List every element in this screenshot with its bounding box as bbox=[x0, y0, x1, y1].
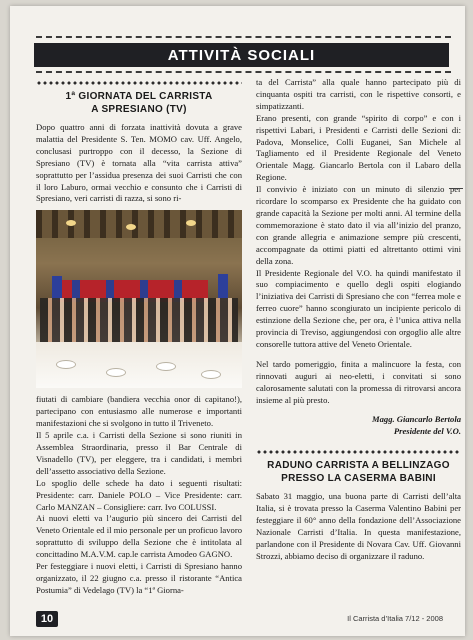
article1-paragraph: Erano presenti, con grande “spirito di corpo” e con i rispettivi Labari, i Presidenti e Carristi delle Sezioni di: Padova, Monselice, Colli Euganei, San Michele al Tagliamento ed il Presidente Regionale del Veneto Orientale Magg. Giancarlo Bertola con il Labaro della Regione. bbox=[256, 112, 461, 183]
signature-name: Magg. Giancarlo Bertola bbox=[371, 414, 461, 425]
header-dashed-rule bbox=[36, 71, 451, 73]
article1-paragraph: Ai nuovi eletti va l’augurio più sincero dei Carristi del Veneto Orientale ed il mio personale per un proficuo lavoro soprattutto di sviluppo della Sezione che è intitolata al concittadino M.A.V.M. cap.le carrista Amodeo GAGNO. bbox=[36, 513, 242, 560]
left-column bbox=[36, 77, 242, 597]
article1-paragraph: Per festeggiare i nuovi eletti, i Carristi di Spresiano hanno organizzato, il 22 giugno c.a. presso il ristorante “Antica Postumia” di Vedelago (TV) la “1ª Giorna- bbox=[36, 561, 242, 595]
dotted-rule bbox=[256, 449, 461, 455]
dotted-rule bbox=[36, 80, 242, 86]
signature-role: Presidente del V.O. bbox=[393, 426, 461, 437]
magazine-page bbox=[10, 6, 465, 636]
article1-title-line2: A SPRESIANO (TV) bbox=[91, 104, 187, 115]
photo-crowd bbox=[40, 298, 238, 346]
article1-paragraph: ta del Carrista” alla quale hanno partecipato più di cinquanta ospiti tra carristi, con le rispettive consorti, e simpatizzanti. bbox=[256, 77, 461, 111]
article1-paragraph: Il 5 aprile c.a. i Carristi della Sezione si sono riuniti in Assemblea Straordinaria, presso il Bar Centrale di Visnadello (TV), per eleggere, tra i candidati, i membri dell’assetto associativo della Sezione. bbox=[36, 430, 242, 476]
section-header-text: ATTIVITÀ SOCIALI bbox=[167, 46, 316, 64]
margin-mark bbox=[449, 188, 463, 189]
publication-footer: Il Carrista d’Italia 7/12 - 2008 bbox=[347, 614, 443, 623]
article2-title-line2: PRESSO LA CASERMA BABINI bbox=[281, 473, 436, 485]
article2-title-line1: RADUNO CARRISTA A BELLINZAGO bbox=[267, 460, 450, 472]
article1-title-line1: 1ª GIORNATA DEL CARRISTA bbox=[65, 91, 213, 102]
article1-paragraph: Dopo quattro anni di forzata inattività dovuta a grave malattia del Presidente S. Ten. MOMO cav. Uff. Angelo, conclusasi purtroppo con il decesso, la Sezione di Spresiano (TV) è tornata alla “vita carrista attiva” soprattutto per l’assidua presenza dei suoi Carristi che con il loro Laburo, ormai vecchio e consunto che i Carristi di Spresiano, veri carristi di razza, si sono ri- bbox=[36, 122, 242, 204]
group-photo bbox=[36, 210, 242, 388]
article2-paragraph: Sabato 31 maggio, una buona parte di Carristi dell’alta Italia, si è trovata presso la Caserma Valentino Babini per festeggiare il 60° anno della fondazione dell’Associazione Nazionale Carristi d’Italia. In questa manifestazione, parlandone con il Presidente di Novara Cav. Uff. Giovanni Strozzi, abbiamo deciso di organizzare il raduno. bbox=[256, 491, 461, 561]
page-number bbox=[36, 611, 58, 627]
photo-flag bbox=[218, 274, 228, 298]
photo-flag bbox=[52, 276, 62, 300]
section-header bbox=[34, 43, 449, 67]
top-dashed-rule bbox=[36, 36, 451, 38]
article1-paragraph: Nel tardo pomeriggio, finita a malincuore la festa, con rinnovati auguri ai neo-eletti, i convitati si sono calorosamente salutati con la promessa di ritrovarsi ancora insieme al più presto. bbox=[256, 358, 461, 405]
article1-paragraph: Lo spoglio delle schede ha dato i seguenti risultati: Presidente: carr. Daniele POLO – Vice Presidente: carr. Carlo MANZAN – Consigliere: carr. Ivo COLUSSI. bbox=[36, 477, 242, 512]
article1-title bbox=[36, 90, 242, 116]
article1-paragraph: fiutati di cambiare (bandiera vecchia onor di capitano!), partecipano con entusiasmo alle numerose e importanti manifestazioni che si svolgono in tutto il Triveneto. bbox=[36, 394, 242, 429]
article2-title bbox=[256, 459, 461, 485]
right-column bbox=[256, 77, 461, 563]
page-number-text: 10 bbox=[40, 613, 54, 625]
article1-paragraph: Il convivio è iniziato con un minuto di silenzio per ricordare lo scomparso ex Presidente che ha guidato con grande capacità la Sezione per molti anni. Al termine della commemorazione è stato dato il via all’inizio del pranzo, con grande allegria e animazione sempre più crescenti, accompagnate da ottimi piatti ed altrettanto ottimi vini della zona. bbox=[256, 184, 461, 266]
article1-paragraph: Il Presidente Regionale del V.O. ha quindi manifestato il suo compiacimento e quello degli ospiti elogiando l’iniziativa dei Carristi di Spresiano che con “ferrea mole e ferreo cuore” hanno scongiurato un incipiente pericolo di estinzione della Sezione che, per ora, è l’unica attiva nella provincia di Treviso, aggiungendosi con orgoglio alle altre consorelle tuttora attive del Veneto Orientale. bbox=[256, 267, 461, 349]
